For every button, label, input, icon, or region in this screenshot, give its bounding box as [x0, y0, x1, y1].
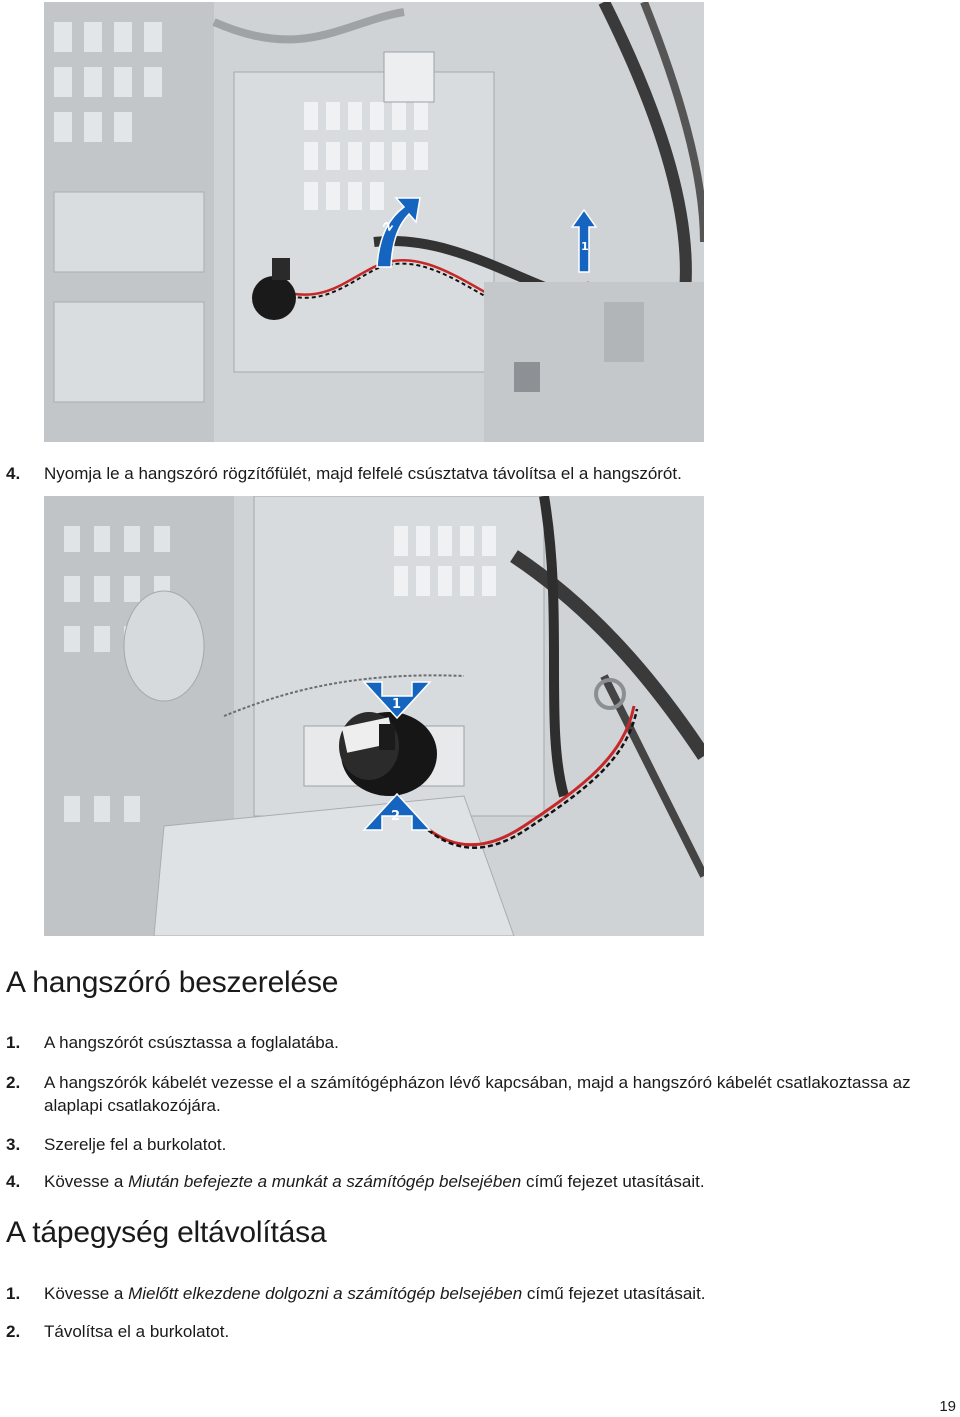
- callout-label: 2: [379, 218, 397, 234]
- step-item: [6, 1282, 951, 1305]
- step-item: [6, 1133, 951, 1156]
- step-number: 1.: [6, 1033, 21, 1052]
- step-item: [6, 1071, 951, 1117]
- callout-label: 1: [581, 240, 589, 253]
- section-title-psu: A tápegység eltávolítása: [6, 1216, 327, 1249]
- speaker-closeup-illustration: [44, 496, 704, 936]
- section-title-install: A hangszóró beszerelése: [6, 966, 339, 999]
- speaker-removal-figure: [44, 2, 704, 442]
- callout-label: 2: [391, 809, 401, 824]
- step-number: 4.: [6, 1172, 21, 1191]
- speaker-closeup-figure: [44, 496, 704, 936]
- step-number: 1.: [6, 1284, 21, 1303]
- step-item: [6, 462, 951, 485]
- step-text: Szerelje fel a burkolatot.: [44, 1135, 227, 1154]
- chapter-reference: Mielőtt elkezdene dolgozni a számítógép belsejében: [128, 1284, 523, 1303]
- step-number: 2.: [6, 1073, 21, 1092]
- step-text: A hangszórók kábelét vezesse el a számítógépházon lévő kapcsában, majd a hangszóró kábelét csatlakoztassa az alaplapi csatlakozójára.: [44, 1073, 911, 1115]
- page-number: 19: [939, 1398, 956, 1415]
- step-item: [6, 1320, 951, 1343]
- step-number: 4.: [6, 464, 21, 483]
- step-text: Nyomja le a hangszóró rögzítőfülét, majd felfelé csúsztatva távolítsa el a hangszórót.: [44, 464, 682, 483]
- chapter-reference: Miután befejezte a munkát a számítógép belsejében: [128, 1172, 522, 1191]
- step-item: [6, 1031, 951, 1054]
- step-text: A hangszórót csúsztassa a foglalatába.: [44, 1033, 339, 1052]
- step-text: Kövesse a Mielőtt elkezdene dolgozni a számítógép belsejében című fejezet utasításait.: [44, 1284, 706, 1303]
- callout-label: 1: [392, 697, 402, 712]
- step-text: Távolítsa el a burkolatot.: [44, 1322, 230, 1341]
- step-item: [6, 1170, 951, 1193]
- step-number: 2.: [6, 1322, 21, 1341]
- step-text: Kövesse a Miután befejezte a munkát a számítógép belsejében című fejezet utasításait.: [44, 1172, 705, 1191]
- step-number: 3.: [6, 1135, 21, 1154]
- speaker-removal-illustration: [44, 2, 704, 442]
